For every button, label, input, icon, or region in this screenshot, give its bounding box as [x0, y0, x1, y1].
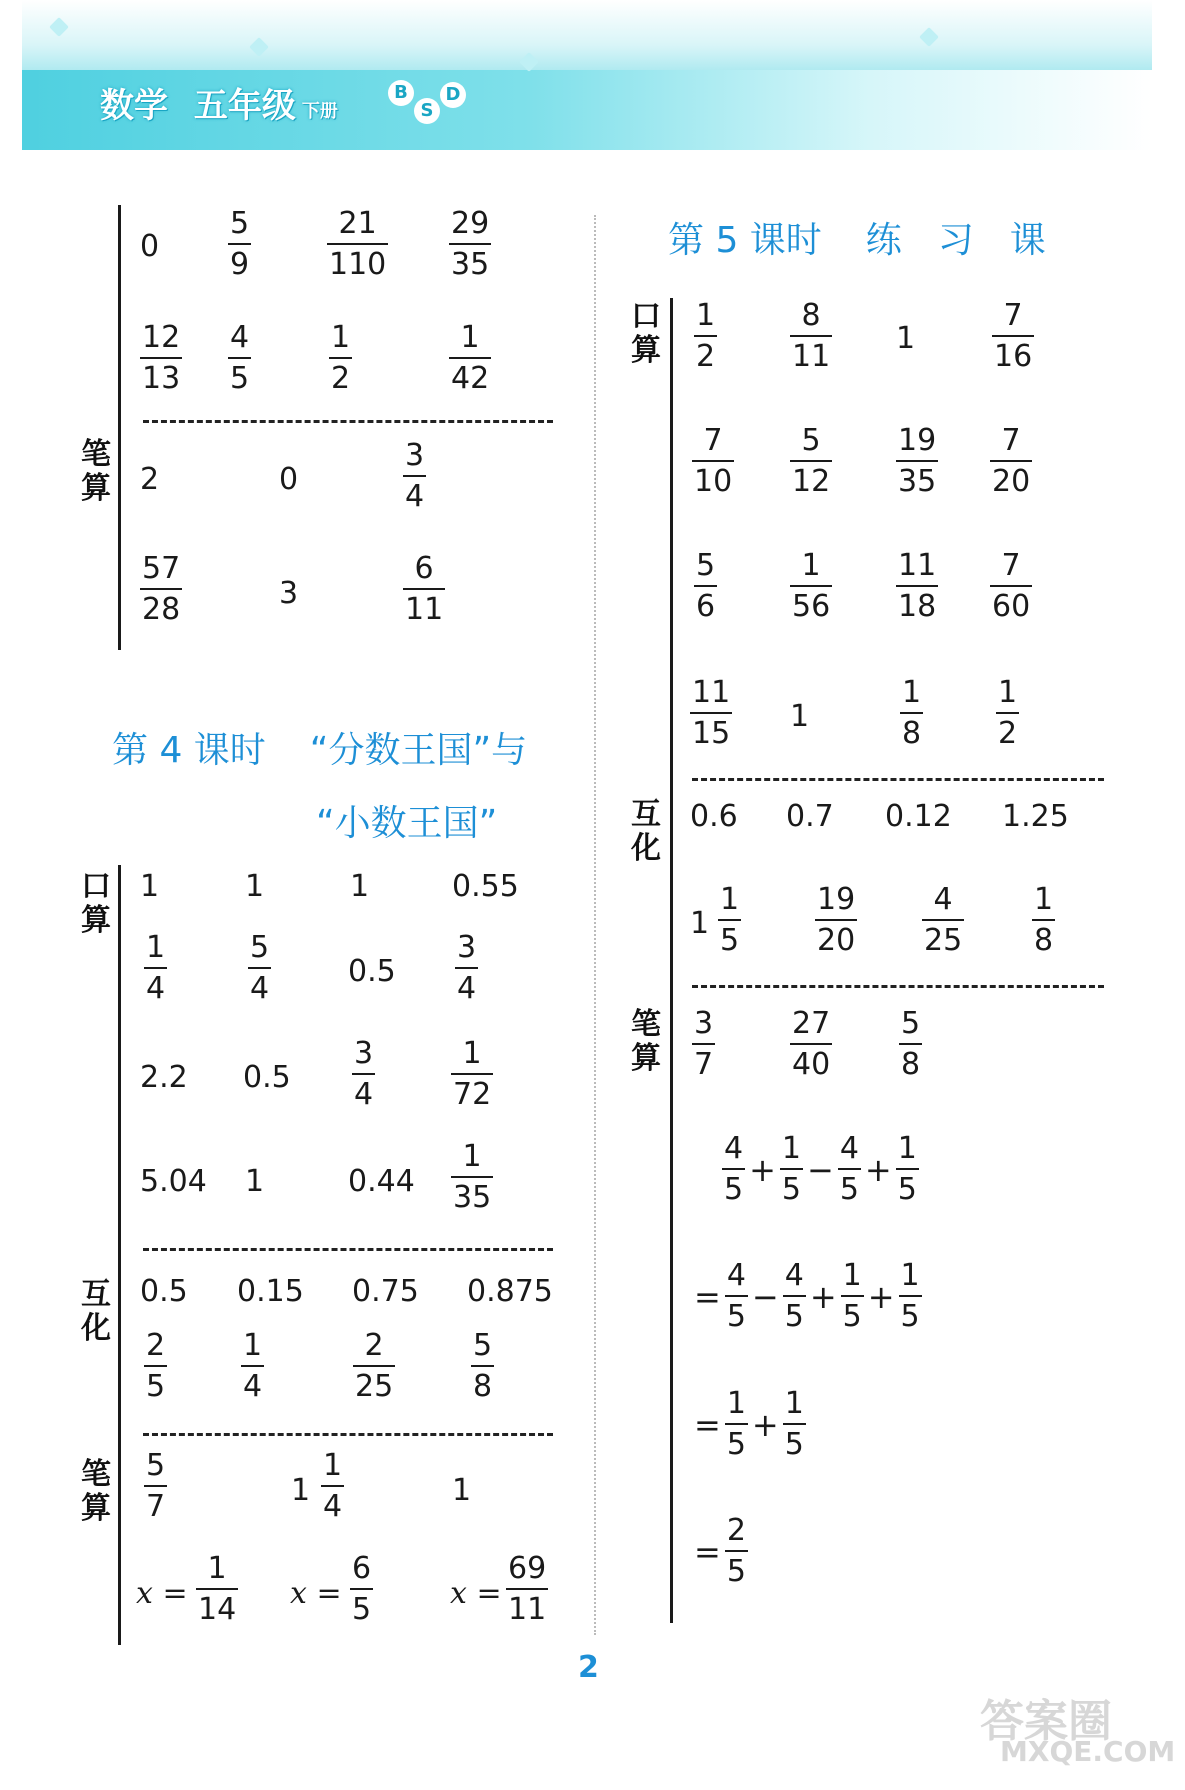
- answer-fraction: 5 4: [250, 930, 270, 1006]
- answer-fraction: 3 4: [457, 930, 477, 1006]
- operator: =: [694, 1277, 721, 1316]
- working-fraction: $\frac{4}{5}$: [784, 1258, 804, 1334]
- vertical-rule: [118, 205, 121, 650]
- answer: 0.875: [467, 1274, 553, 1309]
- answer-fraction: 3 4: [354, 1036, 374, 1112]
- answer-fraction: 1 8: [1034, 882, 1054, 958]
- operator: −: [751, 1277, 779, 1316]
- lesson5-title: [668, 212, 1046, 263]
- answer: 1: [790, 699, 810, 734]
- vertical-rule: [670, 298, 673, 1623]
- answer: 0.5: [348, 954, 396, 989]
- watermark-logo: 答案圈: [980, 1696, 1112, 1747]
- answer-fraction: 1 35: [453, 1139, 492, 1215]
- answer-fraction: 7 20: [992, 423, 1031, 499]
- answer-fraction: 1 2: [331, 320, 351, 396]
- operator: +: [864, 1150, 892, 1189]
- answer: 2.2: [140, 1060, 188, 1095]
- answer-fraction: 1 42: [451, 320, 490, 396]
- working-fraction: $\frac{1}{5}$: [726, 1386, 746, 1462]
- answer-fraction: 5 9: [230, 206, 250, 282]
- answer-fraction: 4 5: [230, 320, 250, 396]
- label-kousuan: 口算: [81, 869, 111, 938]
- answer-fraction: 2 25: [355, 1328, 394, 1404]
- column-divider: [594, 215, 596, 1635]
- mixed-whole: 1: [291, 1473, 311, 1508]
- answer: 1: [245, 869, 265, 904]
- operator: +: [809, 1277, 837, 1316]
- answer-fraction: 4 25: [924, 882, 963, 958]
- answer: 1.25: [1002, 799, 1069, 834]
- answer-fraction: 1 4: [323, 1448, 343, 1524]
- dashed-separator: [143, 1433, 553, 1436]
- answer-fraction: 1 2: [998, 675, 1018, 751]
- answer-fraction: 6 11: [405, 551, 444, 627]
- lesson4-title: [112, 722, 527, 773]
- answer-fraction: 3 7: [694, 1006, 714, 1082]
- operator: +: [749, 1150, 776, 1189]
- answer-fraction: 3 4: [405, 438, 425, 514]
- lesson4-number: 第 4 课时: [112, 730, 266, 771]
- answer-fraction: 7 16: [994, 298, 1033, 374]
- working-fraction: $\frac{4}{5}$: [839, 1131, 859, 1207]
- answer: 0.55: [452, 869, 519, 904]
- vertical-rule: [118, 865, 121, 1645]
- operator: +: [751, 1405, 779, 1444]
- answer-fraction: 19 20: [817, 882, 856, 958]
- page-number: 2: [578, 1650, 599, 1685]
- header-banner: [22, 0, 1152, 150]
- answer: 2: [140, 462, 160, 497]
- answer: 1: [452, 1473, 472, 1508]
- lesson4-title-line2: “小数王国”: [316, 803, 498, 844]
- answer-fraction: 1 5: [720, 882, 740, 958]
- answer-fraction: 8 11: [792, 298, 831, 374]
- working-fraction: $\frac{1}{5}$: [784, 1386, 804, 1462]
- lesson4-title-line1: “分数王国”与: [309, 730, 528, 771]
- answer-fraction: 21 110: [329, 206, 387, 282]
- header-grade: 五年级: [193, 86, 296, 126]
- answer: 0: [279, 462, 299, 497]
- answer-fraction: 1 2: [696, 298, 716, 374]
- answer: 0.44: [348, 1164, 415, 1199]
- answer-fraction: 5 7: [146, 1448, 166, 1524]
- header-subject: 数学: [100, 86, 168, 126]
- operator: −: [807, 1150, 834, 1189]
- label-bisuan-top: 笔算: [81, 437, 111, 506]
- answer-fraction: 2 5: [146, 1328, 166, 1404]
- dashed-separator: [143, 420, 553, 423]
- answer-fraction: 27 40: [792, 1006, 831, 1082]
- answer-fraction: 69 11: [508, 1551, 547, 1627]
- answer-fraction: 7 60: [992, 548, 1031, 624]
- label-bisuan: 笔算: [81, 1457, 111, 1526]
- answer: 0.5: [243, 1060, 291, 1095]
- answer-fraction: 29 35: [451, 206, 490, 282]
- working-line-3: [690, 1388, 806, 1461]
- working-line-1: [722, 1133, 919, 1206]
- edition-badge: [388, 80, 468, 130]
- header-title: [100, 78, 338, 127]
- answer: 1: [350, 869, 370, 904]
- edition-letter-d: D: [440, 82, 466, 108]
- answer-fraction: 7 10: [694, 423, 733, 499]
- answer-fraction: 1 8: [902, 675, 922, 751]
- label-bisuan: 笔算: [631, 1007, 661, 1076]
- operator: =: [694, 1405, 721, 1444]
- label-huhua: 互化: [81, 1277, 111, 1346]
- working-fraction: $\frac{4}{5}$: [726, 1258, 746, 1334]
- working-fraction: $\frac{1}{5}$: [781, 1131, 801, 1207]
- answer-fraction: 6 5: [352, 1551, 372, 1627]
- answer: 0.7: [786, 799, 834, 834]
- working-fraction: $\frac{2}{5}$: [726, 1513, 746, 1589]
- dashed-separator: [692, 778, 1104, 781]
- working-fraction: $\frac{4}{5}$: [724, 1131, 744, 1207]
- answer-fraction: 11 18: [898, 548, 937, 624]
- x-equals: x =: [450, 1576, 502, 1611]
- working-line-2: [690, 1260, 922, 1333]
- answer-fraction: 19 35: [898, 423, 937, 499]
- label-kousuan: 口算: [631, 299, 661, 368]
- answer-fraction: 12 13: [142, 320, 181, 396]
- answer: 1: [896, 321, 916, 356]
- answer: 0.75: [352, 1274, 419, 1309]
- edition-letter-b: B: [388, 80, 414, 106]
- answer: 3: [279, 576, 299, 611]
- answer-fraction: 5 8: [901, 1006, 921, 1082]
- watermark-url: MXQE.COM: [1000, 1735, 1176, 1768]
- answer-fraction: 1 56: [792, 548, 831, 624]
- edition-letter-s: S: [414, 98, 440, 124]
- lesson5-number: 第 5 课时: [668, 220, 822, 261]
- answer: 0.15: [237, 1274, 304, 1309]
- answer-fraction: 57 28: [142, 551, 181, 627]
- working-fraction: $\frac{1}{5}$: [842, 1258, 862, 1334]
- x-equals: x =: [290, 1576, 342, 1611]
- dashed-separator: [692, 985, 1104, 988]
- answer-fraction: 11 15: [692, 675, 731, 751]
- answer-fraction: 1 4: [146, 930, 166, 1006]
- lesson5-title-text: 练 习 课: [865, 220, 1046, 261]
- answer-fraction: 1 14: [198, 1551, 237, 1627]
- operator: +: [867, 1277, 895, 1316]
- working-line-4: [690, 1515, 748, 1588]
- answer-fraction: 5 12: [792, 423, 831, 499]
- mixed-whole: 1: [690, 906, 710, 941]
- answer: 0.12: [885, 799, 952, 834]
- answer: 0: [140, 229, 160, 264]
- answer: 5.04: [140, 1164, 207, 1199]
- answer-fraction: 1 72: [453, 1036, 492, 1112]
- answer-fraction: 5 8: [473, 1328, 493, 1404]
- working-fraction: $\frac{1}{5}$: [897, 1131, 917, 1207]
- label-huhua: 互化: [631, 797, 661, 866]
- answer: 1: [245, 1164, 265, 1199]
- answer: 1: [140, 869, 160, 904]
- answer-fraction: 5 6: [696, 548, 716, 624]
- answer: 0.6: [690, 799, 738, 834]
- answer-fraction: 1 4: [243, 1328, 263, 1404]
- header-volume: 下册: [301, 101, 338, 122]
- operator: =: [694, 1532, 721, 1571]
- working-fraction: $\frac{1}{5}$: [900, 1258, 920, 1334]
- x-equals: x =: [136, 1576, 188, 1611]
- dashed-separator: [143, 1248, 553, 1251]
- answer: 0.5: [140, 1274, 188, 1309]
